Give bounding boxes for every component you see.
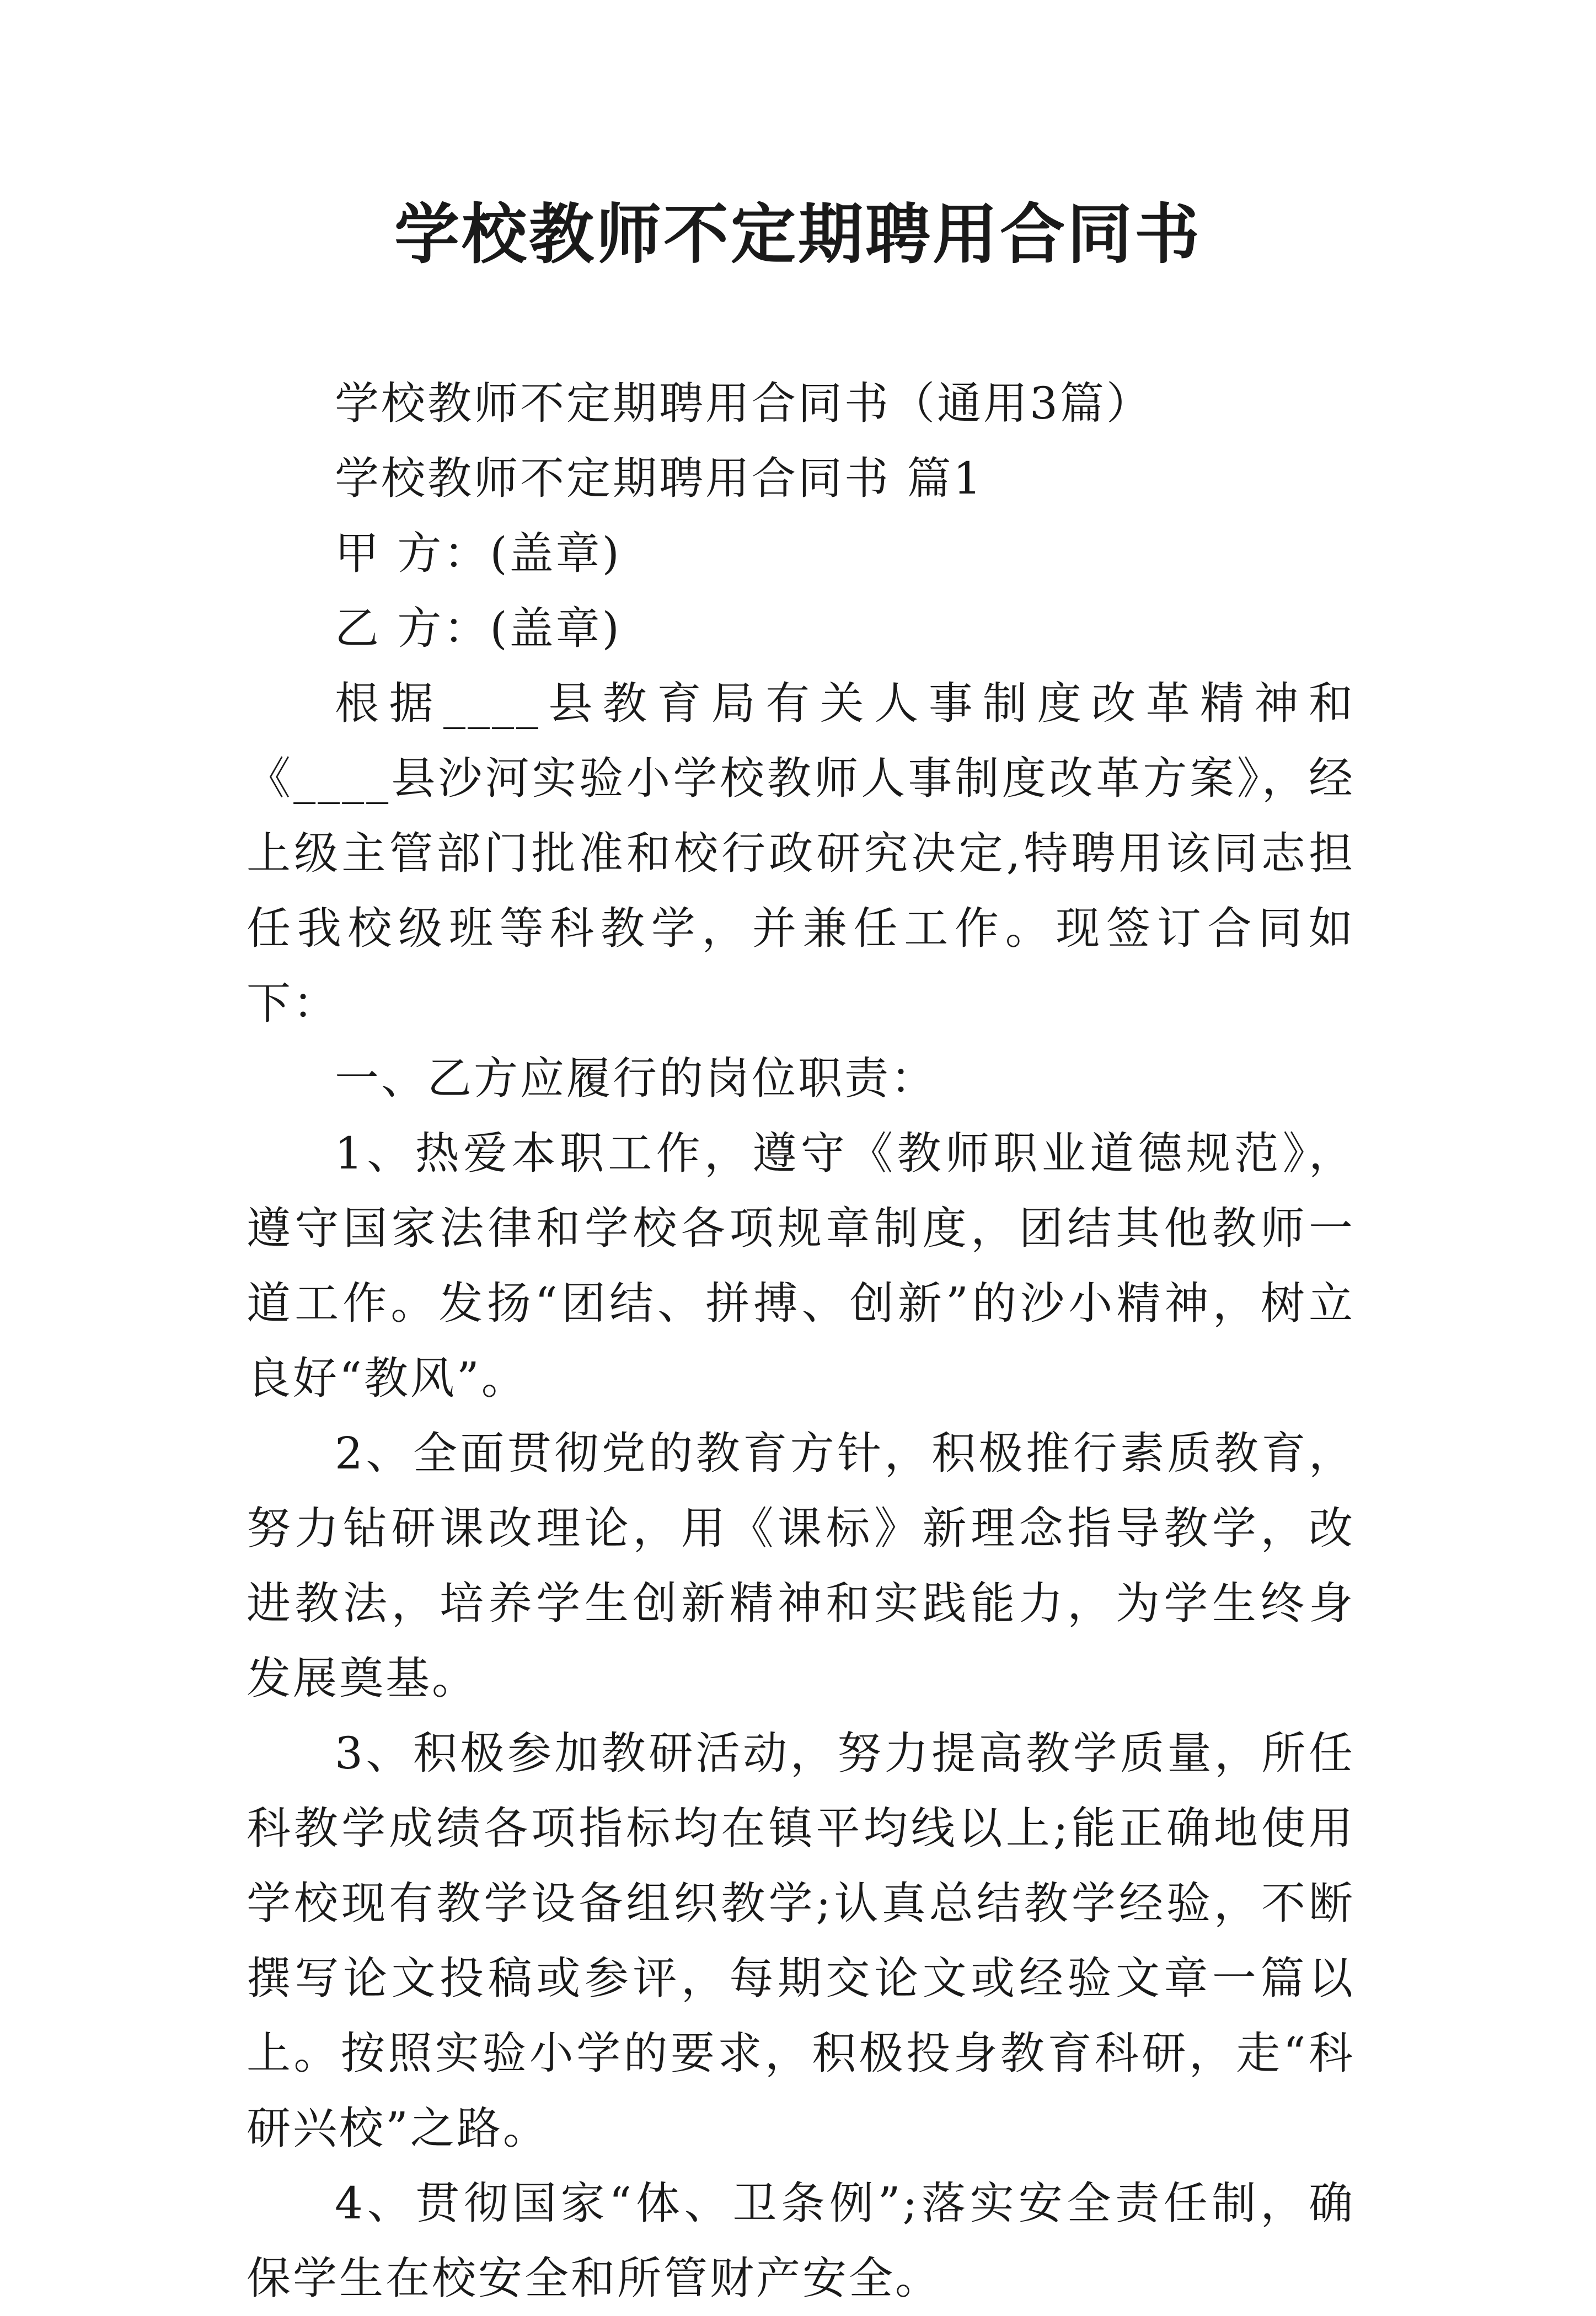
duty-item-4: 4、贯彻国家“体、卫条例”;落实安全责任制，确保学生在校安全和所管财产安全。 — [247, 2178, 1355, 2304]
duty-item-2: 2、全面贯彻党的教育方针，积极推行素质教育，努力钻研课改理论，用《课标》新理念指导教学，改进教法，培养学生创新精神和实践能力，为学生终身发展奠基。 — [247, 1428, 1355, 1704]
party-a-line: 甲 方：(盖章) — [335, 528, 622, 579]
duty-item-1: 1、热爱本职工作，遵守《教师职业道德规范》，遵守国家法律和学校各项规章制度，团结其他教师一道工作。发扬“团结、拼搏、创新”的沙小精神，树立良好“教风”。 — [247, 1128, 1355, 1404]
party-b-line: 乙 方：(盖章) — [335, 603, 622, 654]
preamble-paragraph: 根据____县教育局有关人事制度改革精神和《____县沙河实验小学校教师人事制度改革方案》，经上级主管部门批准和校行政研究决定,特聘用该同志担任我校级班等科教学，并兼任工作。现签订合同如下： — [247, 678, 1355, 1029]
document-title: 学校教师不定期聘用合同书 — [394, 196, 1202, 272]
duties-heading: 一、乙方应履行的岗位职责： — [335, 1053, 937, 1104]
document-body — [247, 366, 1355, 2316]
section-heading: 学校教师不定期聘用合同书 篇1 — [335, 453, 984, 504]
subtitle-paragraph: 学校教师不定期聘用合同书（通用3篇） — [335, 378, 1153, 429]
duty-item-3: 3、积极参加教研活动，努力提高教学质量，所任科教学成绩各项指标均在镇平均线以上;能正确地使用学校现有教学设备组织教学;认真总结教学经验，不断撰写论文投稿或参评，每期交论文或经验文章一篇以上。按照实验小学的要求，积极投身教育科研，走“科研兴校”之路。 — [247, 1728, 1355, 2154]
